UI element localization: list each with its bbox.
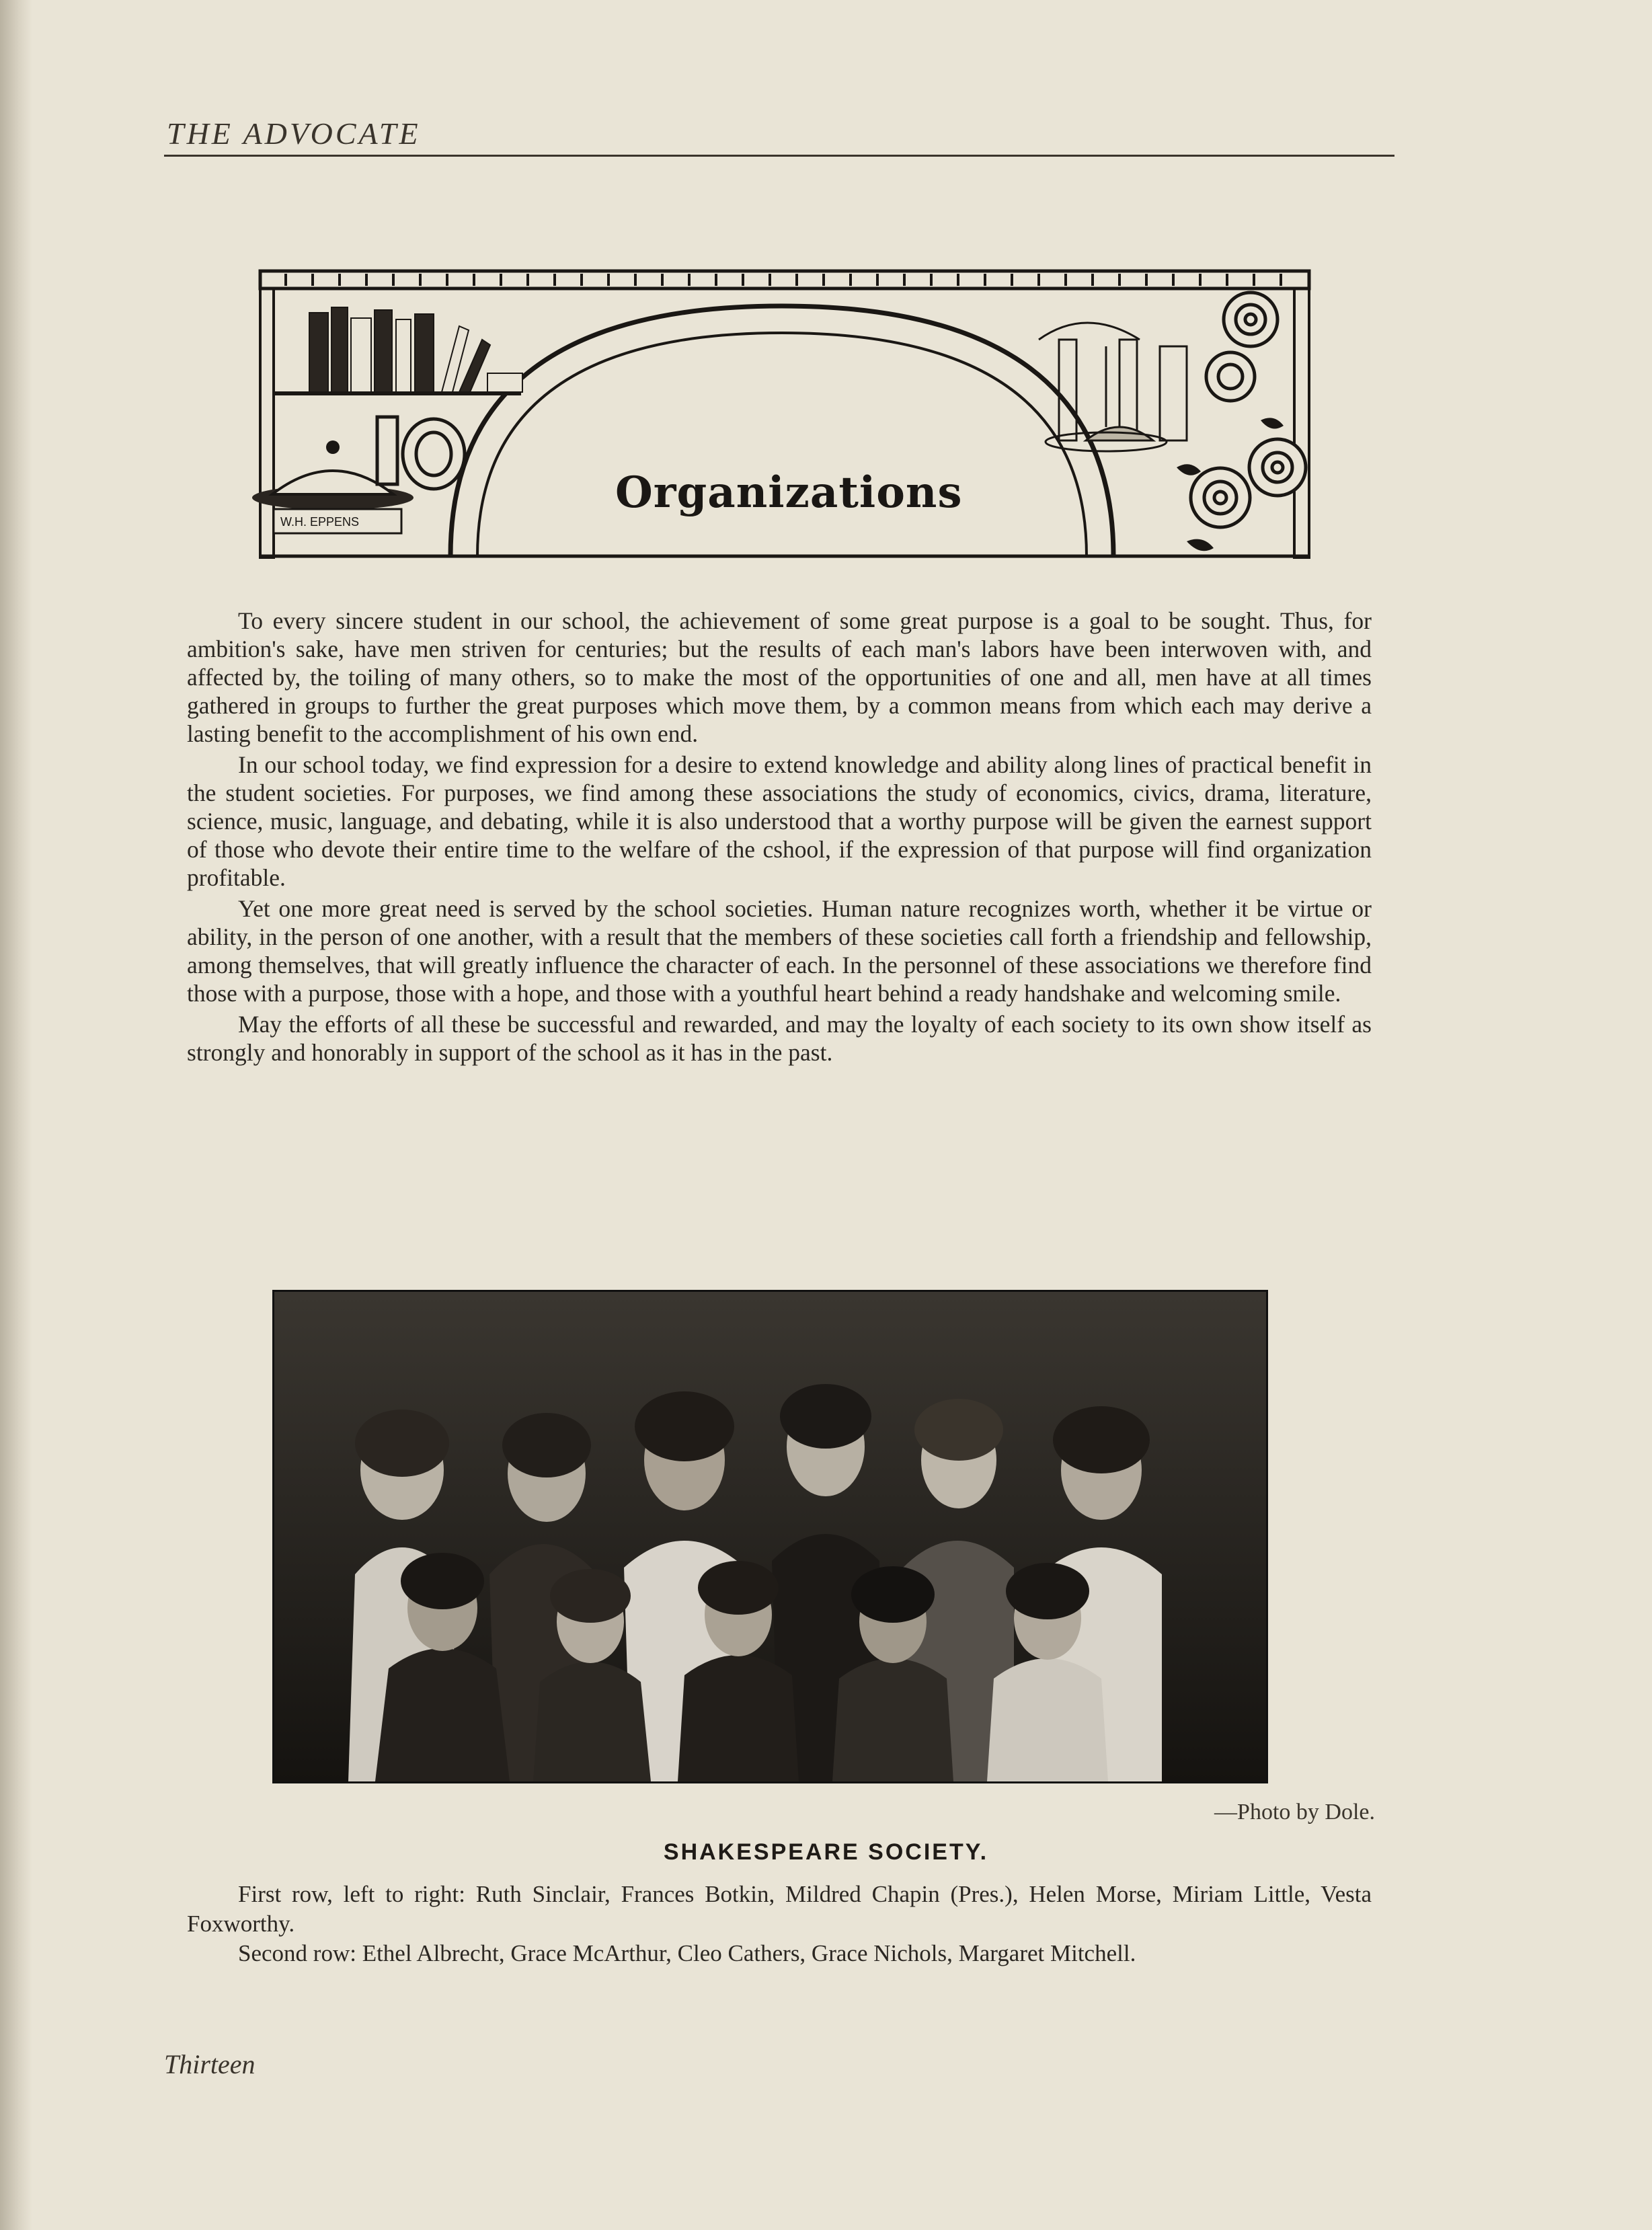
- caption-first-row: First row, left to right: Ruth Sinclair, Frances Botkin, Mildred Chapin (Pres.), Helen Morse, Miriam Little, Vesta Foxworthy.: [187, 1881, 1372, 1937]
- photo-caption: [187, 1880, 1372, 1968]
- page-binding-shadow: [0, 0, 32, 2230]
- banner-illustration: [245, 266, 1319, 565]
- photo-credit: —Photo by Dole.: [1214, 1800, 1375, 1824]
- header-rule: [164, 155, 1394, 157]
- section-title: Organizations: [615, 467, 963, 518]
- article-paragraph-4: May the efforts of all these be successful and rewarded, and may the loyalty of each society to its own show itself as strongly and honorably in support of the school as it has in the past.: [187, 1011, 1372, 1066]
- article-paragraph-2: In our school today, we find expression for a desire to extend knowledge and ability along lines of practical benefit in the student societies. For purposes, we find among these associations the study of economics, civics, drama, literature, science, music, language, and debating, while it is also understood that a worthy purpose will be given the earnest support of those who devote their entire time to the welfare of the cshool, if the expression of that purpose will find organization profitable.: [187, 751, 1372, 891]
- article-paragraph-1: To every sincere student in our school, the achievement of some great purpose is a goal to be sought. Thus, for ambition's sake, have men striven for centuries; but the results of each man's labors have been interwoven with, and affected by, the toiling of many others, so to make the most of the opportunities of one and all, men have at all times gathered in groups to further the great purposes which move them, by a common means from which each may derive a lasting benefit to the accomplishment of his own end.: [187, 607, 1372, 747]
- caption-title: SHAKESPEARE SOCIETY.: [663, 1839, 989, 1865]
- running-head: THE ADVOCATE: [167, 116, 421, 151]
- article-paragraph-3: Yet one more great need is served by the school societies. Human nature recognizes worth, whether it be virtue or ability, in the person of one another, with a result that the members of these societies call forth a friendship and fellowship, among themselves, that will greatly influence the character of each. In the personnel of these associations we therefore find those with a purpose, those with a hope, and those with a youthful heart behind a ready handshake and welcoming smile.: [187, 895, 1372, 1007]
- artist-signature: W.H. EPPENS: [280, 515, 360, 529]
- caption-second-row: Second row: Ethel Albrecht, Grace McArthur, Cleo Cathers, Grace Nichols, Margaret Mitchell.: [238, 1940, 1136, 1966]
- article-body: [187, 607, 1372, 1069]
- page-number: Thirteen: [164, 2049, 255, 2079]
- organizations-banner: [245, 266, 1319, 565]
- photo-image: [274, 1292, 1266, 1781]
- group-photograph: [272, 1290, 1268, 1783]
